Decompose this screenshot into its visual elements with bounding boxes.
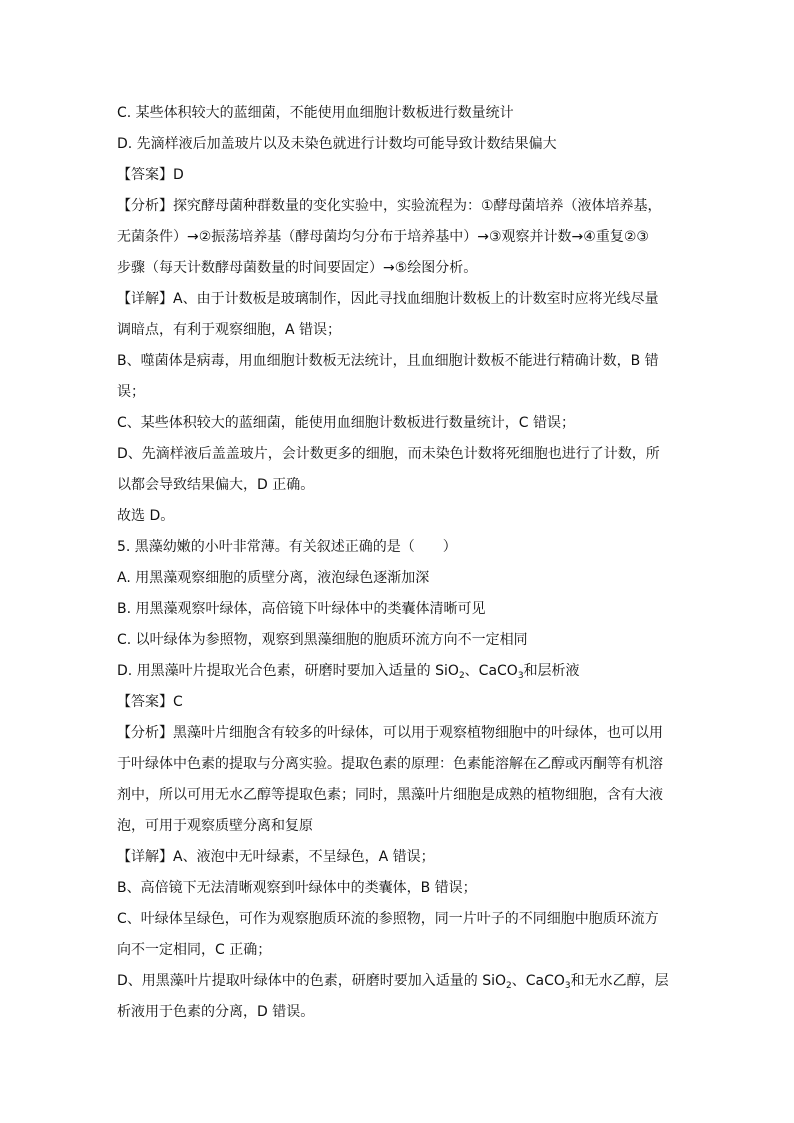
text-line: 【详解】A、液泡中无叶绿素，不呈绿色，A 错误； <box>117 849 435 865</box>
detail-d-line <box>117 972 677 990</box>
detail-d-sub1: 2 <box>506 981 512 991</box>
text-line: B、高倍镜下无法清晰观察到叶绿体中的类囊体，B 错误； <box>117 880 477 896</box>
option-d <box>117 662 677 680</box>
option-a: A. 用黑藻观察细胞的质壁分离，液泡绿色逐渐加深 <box>117 570 430 586</box>
option-d-suffix: 和层析液 <box>523 663 580 679</box>
answer-label: 【答案】C <box>117 694 183 710</box>
text-line: 【分析】探究酵母菌种群数量的变化实验中，实验流程为：①酵母菌培养（液体培养基， <box>117 198 662 214</box>
detail-d-sub2: 3 <box>564 981 571 991</box>
option-d-sub2: 3 <box>517 671 524 681</box>
option-d-mid: 、CaCO <box>464 663 518 679</box>
option-d-prefix: D. 用黑藻叶片提取光合色素，研磨时要加入适量的 SiO <box>117 663 459 679</box>
text-line: 【分析】黑藻叶片细胞含有较多的叶绿体，可以用于观察植物细胞中的叶绿体，也可以用 <box>117 725 663 741</box>
text-line: C、某些体积较大的蓝细菌，能使用血细胞计数板进行数量统计，C 错误； <box>117 415 575 431</box>
text-line: 【详解】A、由于计数板是玻璃制作，因此寻找血细胞计数板上的计数室时应将光线尽量 <box>117 291 659 307</box>
text-line: 向不一定相同，C 正确； <box>117 942 272 958</box>
detail-d-suffix: 和无水乙醇，层 <box>570 973 669 989</box>
answer-label: 【答案】D <box>117 167 184 183</box>
text-line: 于叶绿体中色素的提取与分离实验。提取色素的原理：色素能溶解在乙醇或丙酮等有机溶 <box>117 756 663 772</box>
text-line: 无菌条件）→②振荡培养基（酵母菌均匀分布于培养基中）→③观察并计数→④重复②③ <box>117 229 649 245</box>
text-line: 剂中，所以可用无水乙醇等提取色素；同时，黑藻叶片细胞是成熟的植物细胞，含有大液 <box>117 787 663 803</box>
option-b: B. 用黑藻观察叶绿体，高倍镜下叶绿体中的类囊体清晰可见 <box>117 601 486 617</box>
detail-d-mid: 、CaCO <box>511 973 565 989</box>
text-line: C、叶绿体呈绿色，可作为观察胞质环流的参照物，同一片叶子的不同细胞中胞质环流方 <box>117 911 659 927</box>
text-line: 以都会导致结果偏大，D 正确。 <box>117 477 315 493</box>
detail-d-prefix: D、用黑藻叶片提取叶绿体中的色素，研磨时要加入适量的 SiO <box>117 973 507 989</box>
text-line: D. 先滴样液后加盖玻片以及未染色就进行计数均可能导致计数结果偏大 <box>117 136 557 152</box>
text-line: 析液用于色素的分离，D 错误。 <box>117 1004 315 1020</box>
text-line: B、噬菌体是病毒，用血细胞计数板无法统计，且血细胞计数板不能进行精确计数，B 错 <box>117 353 659 369</box>
text-line: 调暗点，有利于观察细胞，A 错误； <box>117 322 342 338</box>
text-line: 泡，可用于观察质壁分离和复原 <box>117 818 313 834</box>
question-stem: 5. 黑藻幼嫩的小叶非常薄。有关叙述正确的是（ ） <box>117 539 457 555</box>
text-line: C. 某些体积较大的蓝细菌，不能使用血细胞计数板进行数量统计 <box>117 105 514 121</box>
text-line: 步骤（每天计数酵母菌数量的时间要固定）→⑤绘图分析。 <box>117 260 478 276</box>
option-c: C. 以叶绿体为参照物，观察到黑藻细胞的胞质环流方向不一定相同 <box>117 632 528 648</box>
text-line: 故选 D。 <box>117 508 175 524</box>
text-line: 误； <box>117 384 145 400</box>
option-d-sub1: 2 <box>458 671 465 681</box>
text-line: D、先滴样液后盖盖玻片，会计数更多的细胞，而未染色计数将死细胞也进行了计数，所 <box>117 446 660 462</box>
